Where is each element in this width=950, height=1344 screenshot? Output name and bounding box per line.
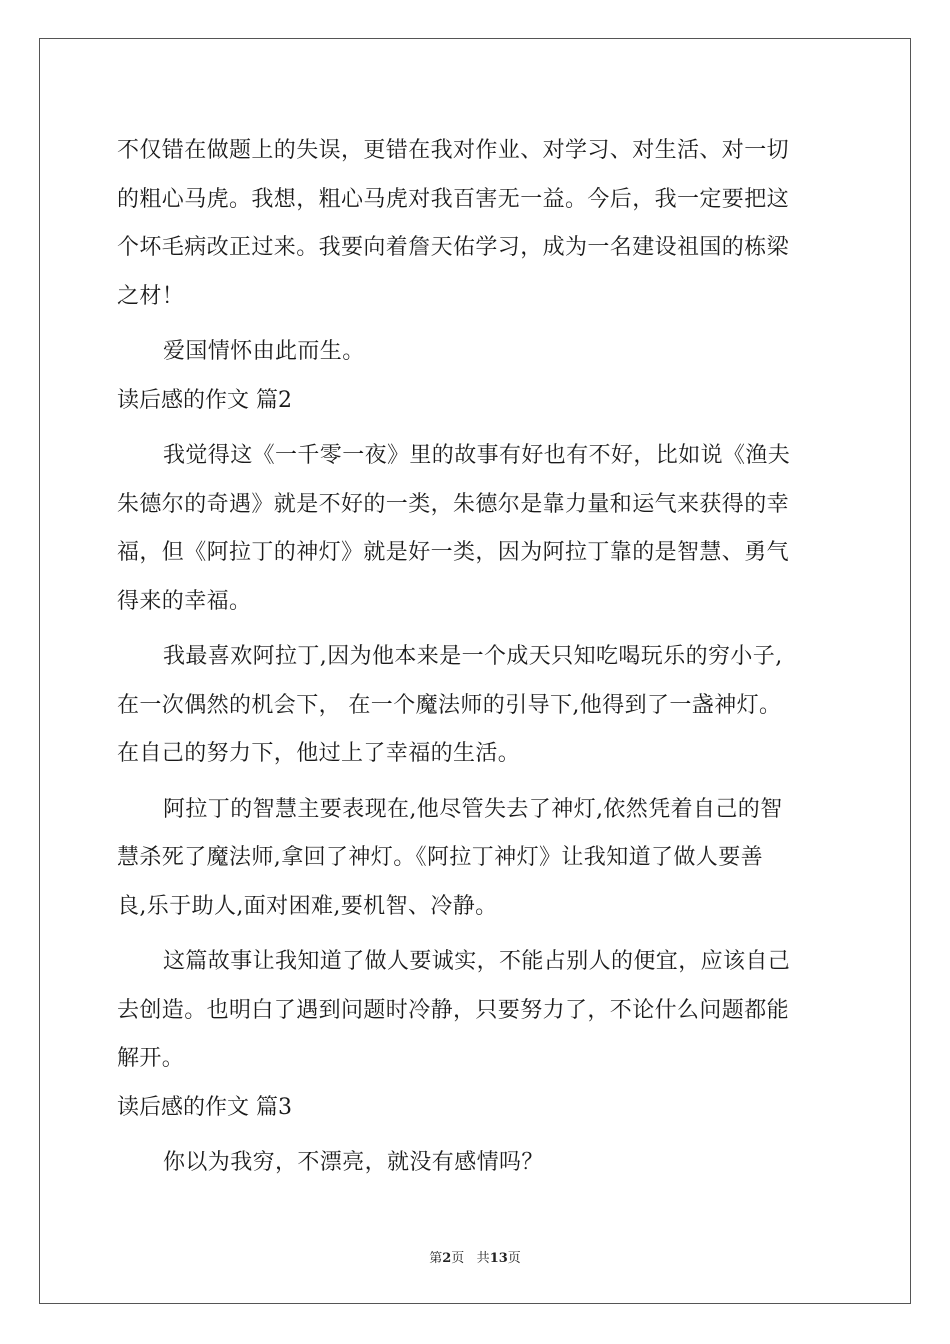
total-suffix: 页	[507, 1251, 521, 1266]
total-pages: 13	[489, 1251, 508, 1266]
page-suffix: 页	[451, 1251, 465, 1266]
text-line: 在自己的努力下，他过上了幸福的生活。	[117, 741, 521, 766]
text-line: 你以为我穷，不漂亮，就没有感情吗？	[163, 1150, 544, 1175]
document-body	[117, 127, 837, 1188]
text-line: 去创造。也明白了遇到问题时冷静，只要努力了，不论什么问题都能	[117, 997, 790, 1023]
text-line: 我觉得这《一千零一夜》里的故事有好也有不好，比如说《渔夫	[163, 443, 791, 468]
page-number: 2	[442, 1251, 452, 1266]
text-line: 解开。	[117, 1046, 185, 1071]
text-line: 良,乐于助人,面对困难,要机智、冷静。	[117, 893, 498, 919]
paragraph-gap	[117, 425, 837, 432]
paragraph	[117, 1139, 837, 1188]
paragraph	[117, 633, 837, 779]
paragraph	[117, 328, 837, 377]
paragraph-gap	[117, 626, 837, 633]
section-heading: 读后感的作文 篇2	[117, 387, 292, 413]
page-prefix: 第	[429, 1251, 443, 1266]
paragraph-gap	[117, 321, 837, 328]
text-line: 之材！	[117, 283, 185, 309]
text-line: 不仅错在做题上的失误，更错在我对作业、对学习、对生活、对一切	[117, 138, 790, 163]
paragraph	[117, 432, 837, 626]
text-line: 得来的幸福。	[117, 588, 252, 614]
text-line: 朱德尔的奇遇》就是不好的一类，朱德尔是靠力量和运气来获得的幸	[117, 491, 790, 517]
paragraph-gap	[117, 1132, 837, 1139]
text-line: 的粗心马虎。我想，粗心马虎对我百害无一益。今后，我一定要把这	[117, 186, 790, 212]
text-line: 在一次偶然的机会下， 在一个魔法师的引导下,他得到了一盏神灯。	[117, 692, 782, 718]
section-heading: 读后感的作文 篇3	[117, 1094, 292, 1120]
paragraph	[117, 786, 837, 932]
text-line: 慧杀死了魔法师,拿回了神灯。《阿拉丁神灯》让我知道了做人要善	[117, 845, 763, 870]
paragraph	[117, 127, 837, 321]
text-line: 个坏毛病改正过来。我要向着詹天佑学习，成为一名建设祖国的栋梁	[117, 235, 790, 260]
text-line: 我最喜欢阿拉丁,因为他本来是一个成天只知吃喝玩乐的穷小子,	[163, 644, 783, 669]
paragraph-gap	[117, 779, 837, 786]
paragraph	[117, 938, 837, 1084]
total-prefix: 共	[476, 1251, 490, 1266]
text-line: 阿拉丁的智慧主要表现在,他尽管失去了神灯,依然凭着自己的智	[163, 796, 783, 822]
text-line: 这篇故事让我知道了做人要诚实，不能占别人的便宜，应该自己	[163, 949, 791, 974]
text-line: 爱国情怀由此而生。	[163, 339, 365, 364]
page-footer	[0, 1247, 950, 1266]
paragraph-gap	[117, 931, 837, 938]
text-line: 福，但《阿拉丁的神灯》就是好一类，因为阿拉丁靠的是智慧、勇气	[117, 540, 790, 565]
